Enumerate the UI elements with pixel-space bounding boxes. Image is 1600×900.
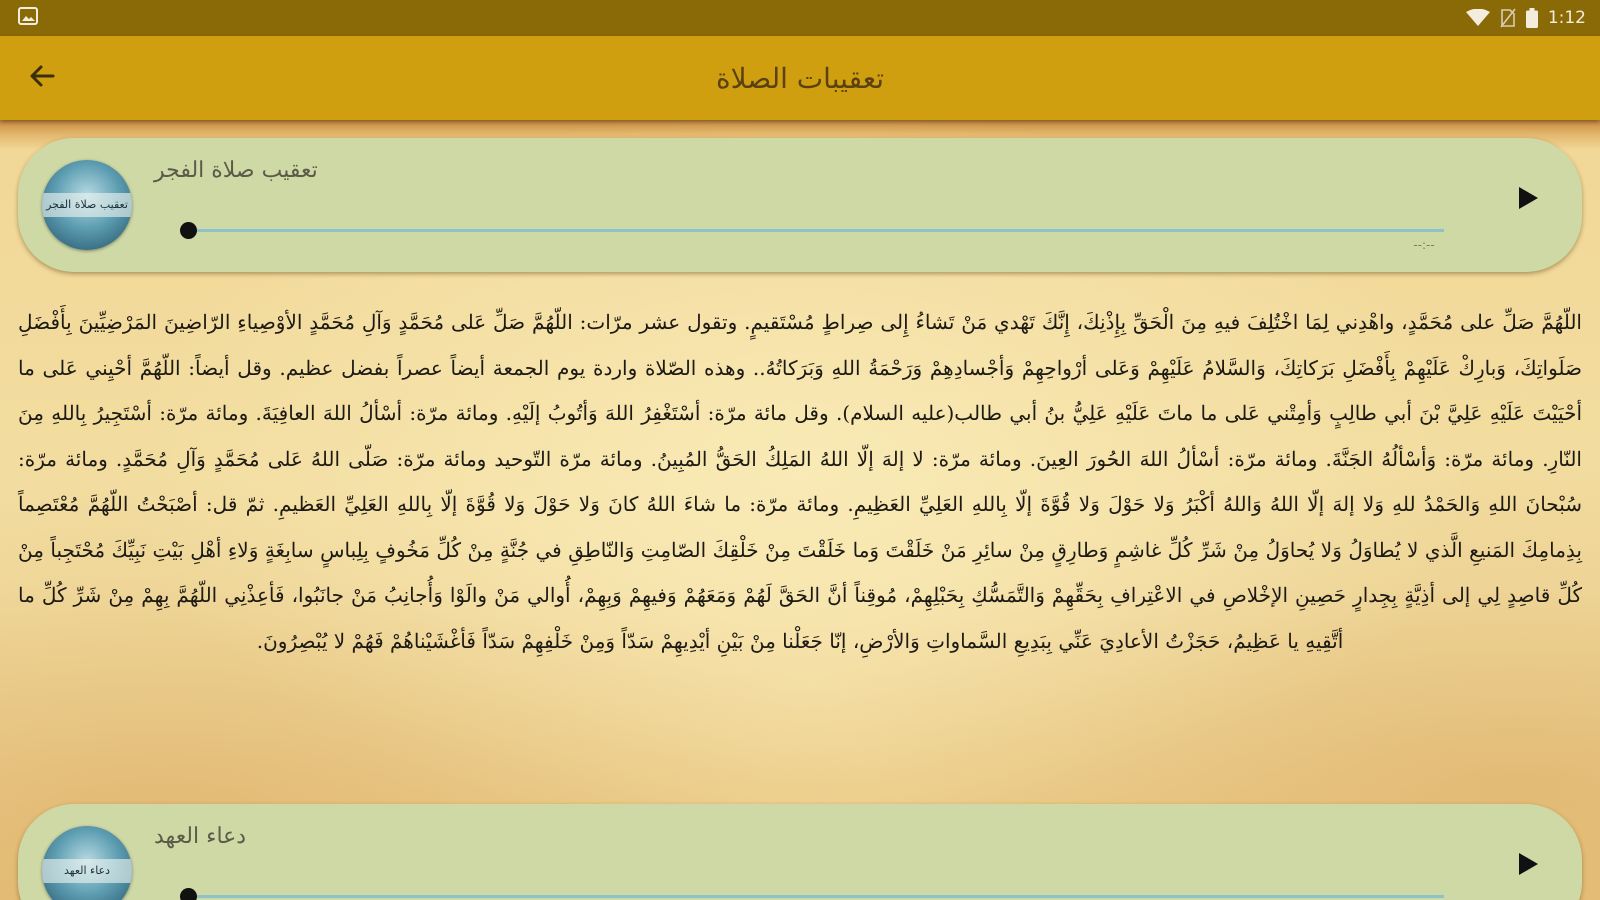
no-sim-icon (1500, 8, 1516, 28)
page-title: تعقيبات الصلاة (715, 61, 885, 95)
play-icon (1517, 186, 1539, 214)
status-time: 1:12 (1547, 8, 1586, 28)
seek-bar[interactable] (188, 895, 1444, 898)
play-button[interactable] (1510, 182, 1546, 218)
wifi-icon (1466, 9, 1490, 27)
track-title: تعقيب صلاة الفجر (154, 158, 318, 183)
content-area (0, 120, 1600, 900)
audio-player-card (18, 804, 1582, 900)
track-time: --:-- (1413, 238, 1435, 252)
play-button[interactable] (1510, 848, 1546, 884)
track-title: دعاء العهد (154, 824, 247, 849)
seek-bar[interactable] (188, 229, 1444, 232)
seek-thumb[interactable] (180, 888, 197, 900)
status-bar (0, 0, 1600, 36)
thumbnail-label: تعقيب صلاة الفجر (42, 193, 132, 217)
thumbnail-label: دعاء العهد (42, 859, 132, 883)
track-thumbnail (42, 160, 132, 250)
play-icon (1517, 852, 1539, 880)
audio-player-card (18, 138, 1582, 272)
app-bar (0, 36, 1600, 120)
seek-thumb[interactable] (180, 222, 197, 239)
battery-icon (1526, 8, 1538, 28)
prayer-text: اللّهُمَّ صَلِّ على مُحَمَّدٍ، واهْدِني لِمَا اخْتُلِفَ فيهِ مِنَ الْحَقِّ بِإِذْنِكَ، إِنَّكَ تَهْدي مَنْ تَشاءُ إِلى صِراطٍ مُسْتَقيمٍ. وتقول عشر مرّات: اللّهُمَّ صَلِّ عَلى مُحَمَّدٍ وَآلِ مُحَمَّدٍ الأوْصِياءِ الرّاضِينَ المَرْضِيِّينَ بِأَفْضَلِ صَلَواتِكَ، وَبارِكْ عَلَيْهِمْ بِأَفْضَلِ بَرَكاتِكَ، وَالسَّلامُ عَلَيْهِمْ وَعَلى أرْواحِهِمْ وَأجْسادِهِمْ وَرَحْمَةُ اللهِ وَبَرَكاتُهُ.. وهذه الصّلاة واردة يوم الجمعة أيضاً عصراً بفضل عظيم. وقل أيضاً: اللّهُمَّ أحْيِني عَلى ما أحْيَيْتَ عَلَيْهِ عَلِيَّ بْنَ أبي طالِبٍ وَأمِتْني عَلى ما ماتَ عَلَيْهِ عَلِيُّ بنُ أبي طالب(عليه السلام). وقل مائة مرّة: أسْتَغْفِرُ اللهَ وَأتُوبُ إلَيْهِ. ومائة مرّة: أسْألُ اللهَ العافِيَةَ. ومائة مرّة: أسْتَجِيرُ بِاللهِ مِنَ النّارِ. ومائة مرّة: وَأسْألُهُ الجَنَّةَ. ومائة مرّة: أسْألُ اللهَ الحُورَ العِينَ. ومائة مرّة: لا إلهَ إلّا اللهُ المَلِكُ الحَقُّ المُبِينُ. ومائة مرّة التّوحيد ومائة مرّة: صَلّى اللهُ عَلى مُحَمَّدٍ وَآلِ مُحَمَّدٍ. ومائة مرّة: سُبْحانَ اللهِ وَالحَمْدُ للهِ وَلا إلهَ إلّا اللهُ وَاللهُ أكْبَرُ وَلا حَوْلَ وَلا قُوَّةَ إلّا بِاللهِ العَلِيِّ العَظِيمِ. ومائة مرّة: ما شاءَ اللهُ كانَ وَلا حَوْلَ وَلا قُوَّةَ إلّا بِاللهِ العَلِيِّ العَظيمِ. ثمّ قل: أصْبَحْتُ اللّهُمَّ مُعْتَصِماً بِذِمامِكَ المَنيعِ الَّذي لا يُطاوَلُ وَلا يُحاوَلُ مِنْ شَرِّ كُلِّ غاشِمٍ وَطارِقٍ مِنْ سائِرِ مَنْ خَلَقْتَ وَما خَلَقْتَ مِنْ خَلْقِكَ الصّامِتِ وَالنّاطِقِ في جُنَّةٍ مِنْ كُلِّ مَخُوفٍ بِلِباسٍ سابِغَةٍ وَلاءِ أهْلِ بَيْتِ نَبِيِّكَ مُحْتَجِباً مِنْ كُلِّ قاصِدٍ لِي إلى أذِيَّةٍ بِجِدارٍ حَصِينِ الإخْلاصِ في الاعْتِرافِ بِحَقِّهِمْ وَالتَّمَسُّكِ بِحَبْلِهِمْ، مُوقِناً أنَّ الحَقَّ لَهُمْ وَمَعَهُمْ وَفيهِمْ وَبِهِمْ، أُوالي مَنْ والَوْا وَأُجانِبُ مَنْ جانَبُوا، فَأعِذْنِي اللّهُمَّ بِهِمْ مِنْ شَرِّ كُلِّ ما أتَّقِيهِ يا عَظِيمُ، حَجَزْتُ الأعادِيَ عَنِّي بِبَدِيعِ السَّماواتِ وَالأرْضِ، إنّا جَعَلْنا مِنْ بَيْنِ أيْدِيهِمْ سَدّاً وَمِنْ خَلْفِهِمْ سَدّاً فَأغْشَيْناهُمْ فَهُمْ لا يُبْصِرُونَ. (18, 310, 1582, 653)
image-icon (18, 7, 38, 29)
track-thumbnail (42, 826, 132, 900)
